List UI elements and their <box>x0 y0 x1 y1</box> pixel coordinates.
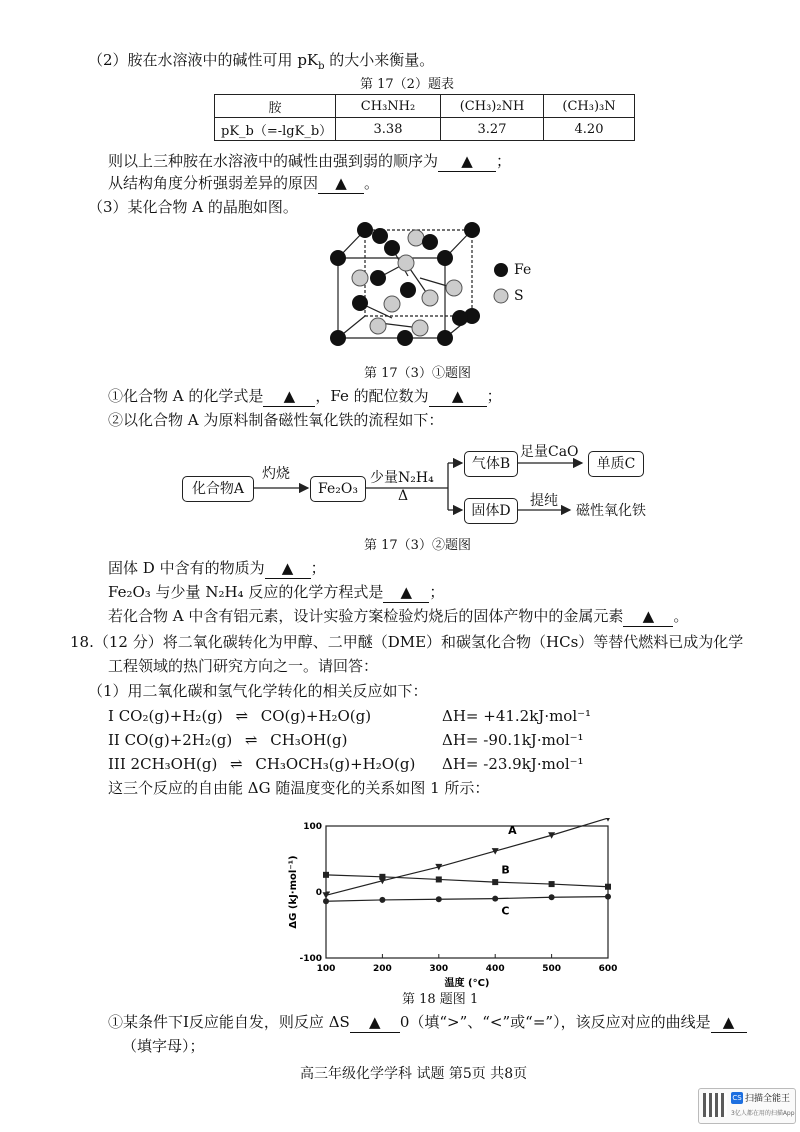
data-point <box>379 874 385 880</box>
data-point <box>549 881 555 887</box>
reaction-2-dh: ΔH= -90.1kJ·mol⁻¹ <box>442 731 584 749</box>
legend-s-marker <box>494 289 508 303</box>
chart-caption: 第 18 题图 1 <box>402 992 479 1007</box>
stamp-subtitle: 3亿人都在用的扫描App <box>731 1110 795 1117</box>
camscanner-logo-icon: CS <box>732 1094 742 1102</box>
flow-element-c: 单质C <box>588 451 644 477</box>
data-point <box>323 892 330 899</box>
reaction-3: III 2CH₃OH(g) ⇌ CH₃OCH₃(g)+H₂O(g) <box>108 755 416 773</box>
legend-s-label: S <box>514 288 524 304</box>
table-header-cell: (CH₃)₃N <box>544 95 635 118</box>
data-point <box>492 896 498 902</box>
table-row-label: pK_b（=-lgK_b） <box>215 118 336 141</box>
q18-q1-tail: （填字母）； <box>122 1037 205 1055</box>
series-label-a: A <box>508 823 517 837</box>
data-point <box>492 879 498 885</box>
x-tick-label: 600 <box>598 964 618 974</box>
x-tick-label: 100 <box>316 964 336 974</box>
reaction-2: II CO(g)+2H₂(g) ⇌ CH₃OH(g) <box>108 731 348 749</box>
equilibrium-arrow-icon: ⇌ <box>235 707 249 725</box>
answer-blank[interactable]: ▲ <box>429 386 487 407</box>
scanner-stamp <box>698 1088 796 1124</box>
x-tick-label: 300 <box>429 964 449 974</box>
x-axis-label: 温度 (°C) <box>444 978 490 988</box>
plot-frame <box>326 823 608 958</box>
y-tick-label: 100 <box>303 822 322 832</box>
q17-3-q1: ①化合物 A 的化学式是 ▲ ，Fe 的配位数为 ▲ ； <box>108 387 502 405</box>
reaction-1-dh: ΔH= +41.2kJ·mol⁻¹ <box>442 707 592 725</box>
table-header-row <box>215 95 635 118</box>
q18-q1: ①某条件下I反应能自发，则反应 ΔS ▲ 0（填“>”、“<”或“=”），该反应对应的曲线是 ▲ <box>108 1012 747 1033</box>
q17-3-q2: ②以化合物 A 为原料制备磁性氧化铁的流程如下： <box>108 411 444 429</box>
table-caption: 第 17（2）题表 <box>360 77 454 92</box>
equilibrium-arrow-icon: ⇌ <box>230 755 243 773</box>
data-point <box>379 897 385 903</box>
flow-fe2o3: Fe₂O₃ <box>310 476 366 502</box>
q18-desc: 这三个反应的自由能 ΔG 随温度变化的关系如图 1 所示： <box>108 779 490 797</box>
answer-blank[interactable]: ▲ <box>263 386 315 407</box>
stamp-title: 扫描全能王 <box>745 1094 791 1104</box>
y-tick-label: 0 <box>315 888 322 898</box>
y-tick-label: -100 <box>299 954 322 964</box>
y-axis-label: ΔG (kJ·mol⁻¹) <box>288 855 299 929</box>
answer-blank[interactable]: ▲ <box>711 1012 747 1033</box>
flow-label-n2h4: 少量N₂H₄ <box>370 470 434 486</box>
reaction-1: I CO₂(g)+H₂(g) ⇌ CO(g)+H₂O(g) <box>108 707 372 725</box>
legend-fe-marker <box>494 263 508 277</box>
series-line-a <box>326 818 608 895</box>
data-point <box>323 898 329 904</box>
q17-3-ask-d: 固体 D 中含有的物质为 ▲ ； <box>108 559 326 577</box>
q17-3-intro: （3）某化合物 A 的晶胞如图。 <box>88 198 298 216</box>
answer-blank[interactable]: ▲ <box>383 582 429 603</box>
flow-magnetic-oxide: 磁性氧化铁 <box>576 503 646 519</box>
table-header-cell: 胺 <box>215 95 336 118</box>
data-point <box>605 894 611 900</box>
flow-label-delta: Δ <box>398 488 409 504</box>
q18-sub-1: （1）用二氧化碳和氢气化学转化的相关反应如下： <box>88 682 428 700</box>
data-point <box>605 884 611 890</box>
legend-fe-label: Fe <box>514 262 532 278</box>
x-tick-label: 400 <box>485 964 505 974</box>
answer-blank[interactable]: ▲ <box>265 558 311 579</box>
answer-blank[interactable]: ▲ <box>350 1012 400 1033</box>
x-tick-label: 200 <box>373 964 392 974</box>
reaction-3-dh: ΔH= -23.9kJ·mol⁻¹ <box>442 755 584 773</box>
flow-compound-a: 化合物A <box>182 476 254 502</box>
answer-blank[interactable]: ▲ <box>438 151 496 172</box>
flow-gas-b: 气体B <box>464 451 518 477</box>
table-cell: 3.27 <box>441 118 544 141</box>
flow-label-cao: 足量CaO <box>520 444 579 460</box>
table-row <box>215 118 635 141</box>
q17-2-ask-order: 则以上三种胺在水溶液中的碱性由强到弱的顺序为 ▲ ； <box>108 152 512 170</box>
answer-blank[interactable]: ▲ <box>318 173 364 194</box>
flow-solid-d: 固体D <box>464 498 518 524</box>
series-label-b: B <box>501 863 510 877</box>
answer-blank[interactable]: ▲ <box>623 606 673 627</box>
q18-head-1: 18.（12 分）将二氧化碳转化为甲醇、二甲醚（DME）和碳氢化合物（HCs）等替代燃料已成为化学 <box>70 633 744 651</box>
q18-head-2: 工程领域的热门研究方向之一。请回答： <box>108 657 379 675</box>
q17-3-ask-al: 若化合物 A 中含有铝元素，设计实验方案检验灼烧后的固体产物中的金属元素 ▲ 。 <box>108 607 689 625</box>
page-footer: 高三年级化学学科 试题 第5页 共8页 <box>300 1066 528 1082</box>
flow-label-roast: 灼烧 <box>262 466 290 482</box>
data-point <box>436 876 442 882</box>
series-label-c: C <box>501 904 510 918</box>
x-tick-label: 500 <box>542 964 561 974</box>
q17-2-ask-reason: 从结构角度分析强弱差异的原因 ▲ 。 <box>108 174 380 192</box>
legend-markers <box>492 262 512 304</box>
table-cell: 4.20 <box>544 118 635 141</box>
q17-3-ask-eq: Fe₂O₃ 与少量 N₂H₄ 反应的化学方程式是 ▲ ； <box>108 583 445 601</box>
data-point <box>436 896 442 902</box>
table-header-cell: (CH₃)₂NH <box>441 95 544 118</box>
q17-2-intro: （2）胺在水溶液中的碱性可用 $pK_b$ 的大小来衡量。 <box>88 51 435 72</box>
qr-code-icon <box>703 1093 727 1117</box>
series-line-c <box>326 897 608 902</box>
equilibrium-arrow-icon: ⇌ <box>244 731 258 749</box>
crystal-figure-caption: 第 17（3）①题图 <box>364 366 471 381</box>
table-cell: 3.38 <box>336 118 441 141</box>
delta-g-chart <box>270 818 630 988</box>
data-point <box>323 872 329 878</box>
amine-pkb-table <box>214 94 635 141</box>
flow-label-purify: 提纯 <box>530 493 558 509</box>
data-point <box>549 894 555 900</box>
table-header-cell: CH₃NH₂ <box>336 95 441 118</box>
flow-figure-caption: 第 17（3）②题图 <box>364 538 471 553</box>
